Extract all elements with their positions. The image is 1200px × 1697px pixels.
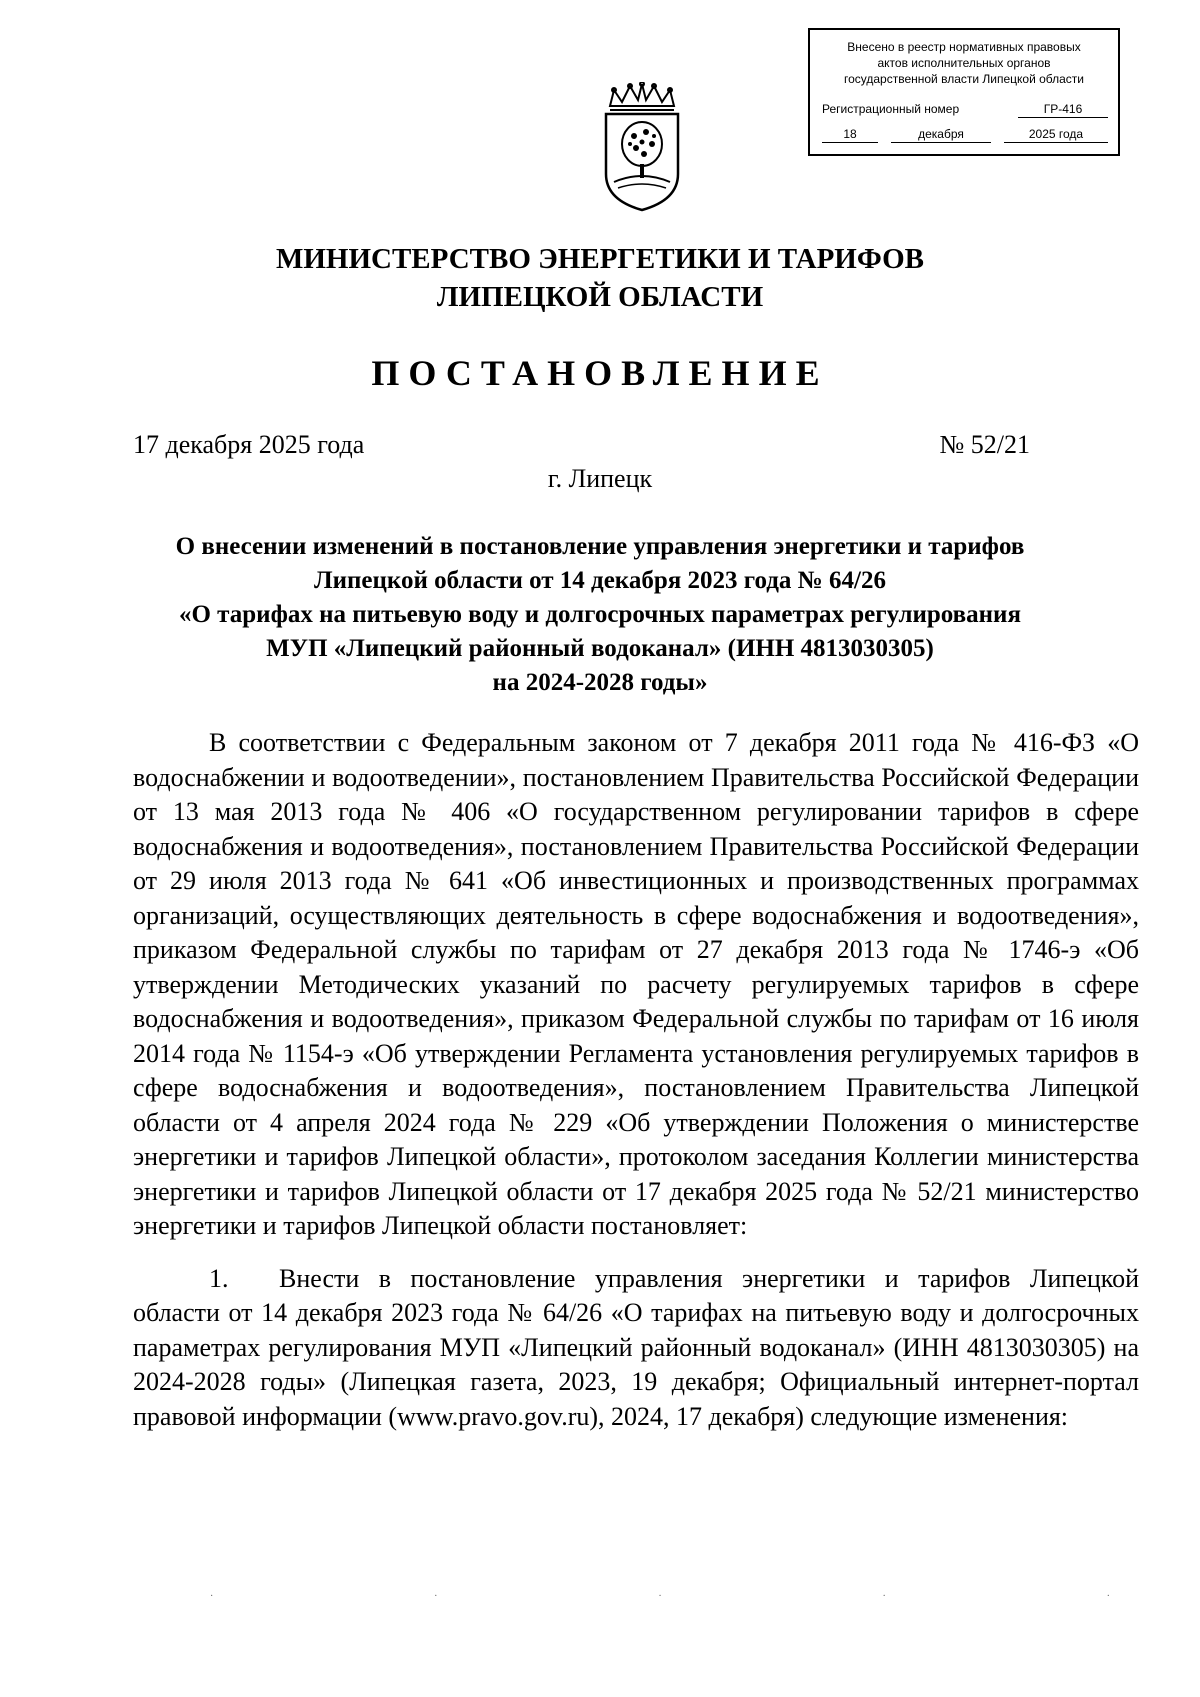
document-city: г. Липецк <box>547 464 653 493</box>
document-body <box>133 726 1139 1434</box>
stamp-date-month: декабря <box>891 126 991 143</box>
scan-dot: · <box>210 1591 214 1602</box>
document-type: ПОСТАНОВЛЕНИЕ <box>371 353 829 393</box>
stamp-date-day: 18 <box>822 126 878 143</box>
preamble-paragraph: В соответствии с Федеральным законом от 7 декабря 2011 года № 416-ФЗ «О водоснабжении и водоотведении», постановлением Правительства Российской Федерации от 13 мая 2013 года № 406 «О государственном регулировании тарифов в сфере водоснабжения и водоотведения», постановлением Правительства Российской Федерации от 29 июля 2013 года № 641 «Об инвестиционных и производственных программах организаций, осуществляющих деятельность в сфере водоснабжения и водоотведения», приказом Федеральной службы по тарифам от 27 декабря 2013 года № 1746-э «Об утверждении Методических указаний по расчету регулируемых тарифов в сфере водоснабжения и водоотведения», приказом Федеральной службы по тарифам от 16 июля 2014 года № 1154-э «Об утверждении Регламента установления регулируемых тарифов в сфере водоснабжения и водоотведения», постановлением Правительства Липецкой области от 4 апреля 2024 года № 229 «Об утверждении Положения о министерстве энергетики и тарифов Липецкой области», протоколом заседания Коллегии министерства энергетики и тарифов Липецкой области от 17 декабря 2025 года № 52/21 министерство энергетики и тарифов Липецкой области постановляет: <box>133 728 1139 1240</box>
ministry-name <box>100 240 1100 316</box>
stamp-line-1: Внесено в реестр нормативных правовых <box>847 40 1081 54</box>
document-date: 17 декабря 2025 года <box>133 430 365 459</box>
stamp-reg-label: Регистрационный номер <box>822 102 960 116</box>
title-line: МУП «Липецкий районный водоканал» (ИНН 4813030305) <box>266 635 934 662</box>
title-line: «О тарифах на питьевую воду и долгосрочных параметрах регулирования <box>178 601 1021 628</box>
scan-dot: · <box>1106 1591 1110 1602</box>
stamp-date-year: 2025 года <box>1004 126 1108 143</box>
registry-stamp <box>808 28 1120 156</box>
scan-dot: · <box>658 1591 662 1602</box>
item-1-text: Внести в постановление управления энергетики и тарифов Липецкой области от 14 декабря 2023 года № 64/26 «О тарифах на питьевую воду и долгосрочных параметрах регулирования МУП «Липецкий районный водоканал» (ИНН 4813030305) на 2024-2028 годы» (Липецкая газета, 2023, 19 декабря; Официальный интернет-портал правовой информации (www.pravo.gov.ru), 2024, 17 декабря) следующие изменения: <box>133 1263 1139 1431</box>
stamp-registration-row <box>822 101 1108 118</box>
scan-dot: · <box>434 1591 438 1602</box>
ministry-line-2: ЛИПЕЦКОЙ ОБЛАСТИ <box>436 281 764 313</box>
document-number: № 52/21 <box>939 430 1030 459</box>
title-line: Липецкой области от 14 декабря 2023 года № 64/26 <box>314 567 886 594</box>
title-line: О внесении изменений в постановление управления энергетики и тарифов <box>175 533 1025 560</box>
scan-dot: · <box>882 1591 886 1602</box>
stamp-reg-number: ГР-416 <box>1018 101 1108 118</box>
coat-of-arms-icon <box>596 82 688 212</box>
stamp-line-2: актов исполнительных органов <box>877 56 1051 70</box>
item-1-paragraph <box>133 1262 1139 1435</box>
document-title <box>125 530 1075 700</box>
ministry-line-1: МИНИСТЕРСТВО ЭНЕРГЕТИКИ И ТАРИФОВ <box>275 243 925 275</box>
page-bottom-marks <box>210 1591 1110 1602</box>
item-1-number: 1. <box>209 1263 229 1293</box>
stamp-line-3: государственной власти Липецкой области <box>843 72 1085 86</box>
title-line: на 2024-2028 годы» <box>492 669 708 696</box>
stamp-date-row <box>822 126 1108 143</box>
